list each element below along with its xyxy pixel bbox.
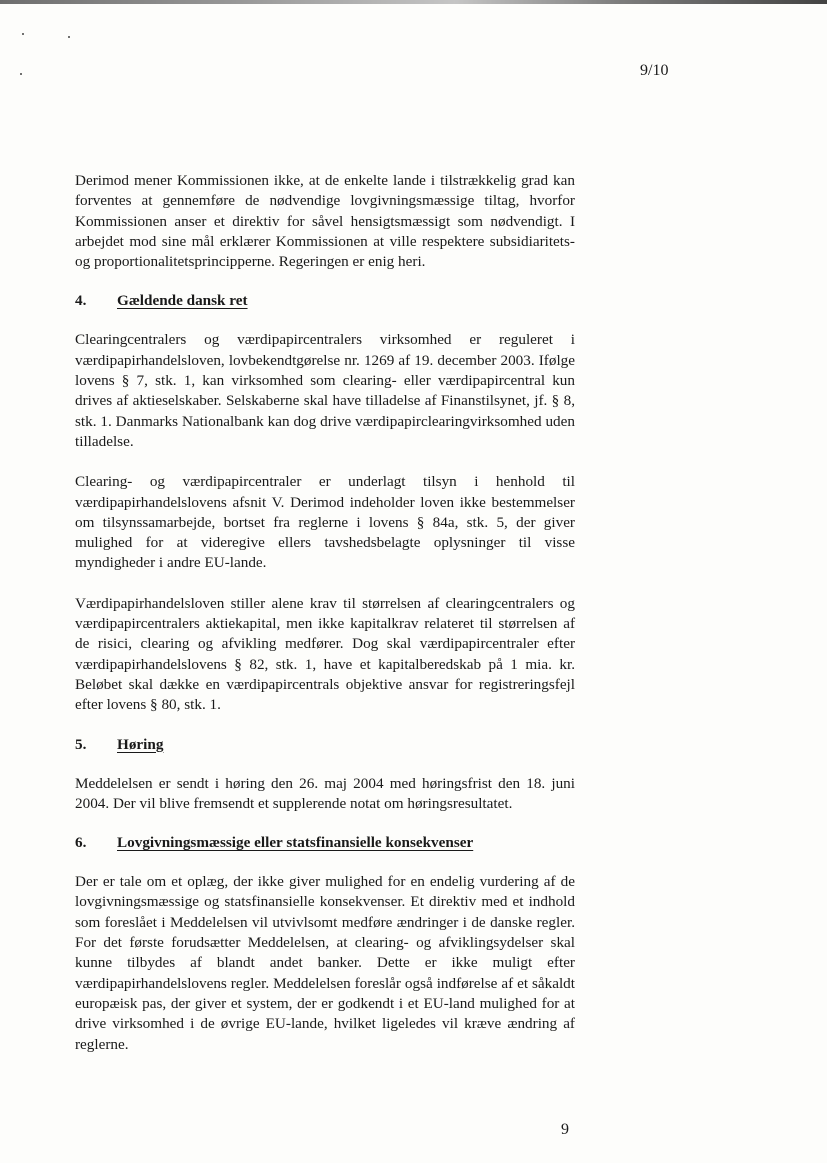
paragraph: Clearing- og værdipapircentraler er underlagt tilsyn i henhold til værdipapirhandelslovens afsnit V. Derimod indeholder loven ikke bestemmelser om tilsynssamarbejde, bortset fra reglerne i lovens § 84a, stk. 5, der giver mulighed for at videregive ellers tavshedsbelagte oplysninger til visse myndigheder i andre EU-lande.	[75, 473, 575, 572]
paragraph: Meddelelsen er sendt i høring den 26. maj 2004 med høringsfrist den 18. juni 2004. Der vil blive fremsendt et supplerende notat om høringsresultatet.	[75, 774, 575, 812]
scan-speck	[20, 73, 22, 75]
section-title: Lovgivningsmæssige eller statsfinansielle konsekvenser	[117, 834, 474, 852]
scan-edge	[0, 0, 827, 4]
document-body	[75, 171, 575, 1055]
scan-speck	[68, 36, 70, 38]
section-title: Høring	[117, 735, 164, 753]
paragraph: Derimod mener Kommissionen ikke, at de enkelte lande i tilstrækkelig grad kan forventes at gennemføre de nødvendige lovgivningsmæssige tiltag, hvorfor Kommissionen anser et direktiv for såvel hensigtsmæssigt som nødvendigt. I arbejdet mod sine mål erklærer Kommissionen at ville respektere subsidiaritets- og proportionalitetsprincipperne. Regeringen er enig heri.	[75, 172, 575, 271]
section-number: 5.	[75, 735, 87, 753]
section-heading-5	[75, 735, 575, 755]
section-number: 6.	[75, 834, 87, 852]
page-counter: 9/10	[640, 62, 669, 79]
scan-speck	[22, 33, 24, 35]
section-title: Gældende dansk ret	[117, 292, 248, 310]
paragraph: Der er tale om et oplæg, der ikke giver mulighed for en endelig vurdering af de lovgivningsmæssige og statsfinansielle konsekvenser. Et direktiv med et indhold som foreslået i Meddelelsen vil utvivlsomt medføre ændringer i de danske regler. For det første forudsætter Meddelelsen, at clearing- og afviklingsydelser skal kunne tilbydes af blandt andet banker. Dette er ikke muligt efter værdipapirhandelslovens regler. Meddelelsen foreslår også indførelse af et såkaldt europæisk pas, der giver et system, der er godkendt i et EU-land mulighed for at drive virksomhed i de øvrige EU-lande, hvilket ligeledes vil kræve ændring af reglerne.	[75, 873, 575, 1053]
section-number: 4.	[75, 292, 87, 310]
paragraph: Værdipapirhandelsloven stiller alene krav til størrelsen af clearingcentralers og værdipapircentralers aktiekapital, men ikke kapitalkrav relateret til størrelsen af de risici, clearing og afvikling medfører. Dog skal værdipapircentraler efter værdipapirhandelslovens § 82, stk. 1, have et kapitalberedskab på 1 mia. kr. Beløbet skal dække en værdipapircentrals objektive ansvar for registreringsfejl efter lovens § 80, stk. 1.	[75, 594, 575, 714]
paragraph: Clearingcentralers og værdipapircentralers virksomhed er reguleret i værdipapirhandelsloven, lovbekendtgørelse nr. 1269 af 19. december 2003. Ifølge lovens § 7, stk. 1, kan virksomhed som clearing- eller værdipapircentral kun drives af aktieselskaber. Selskaberne skal have tilladelse af Finanstilsynet, jf. § 8, stk. 1. Danmarks Nationalbank kan dog drive værdipapirclearingvirksomhed uden tilladelse.	[75, 331, 575, 450]
section-heading-6	[75, 833, 575, 853]
page-number: 9	[561, 1121, 569, 1138]
section-heading-4	[75, 291, 575, 311]
